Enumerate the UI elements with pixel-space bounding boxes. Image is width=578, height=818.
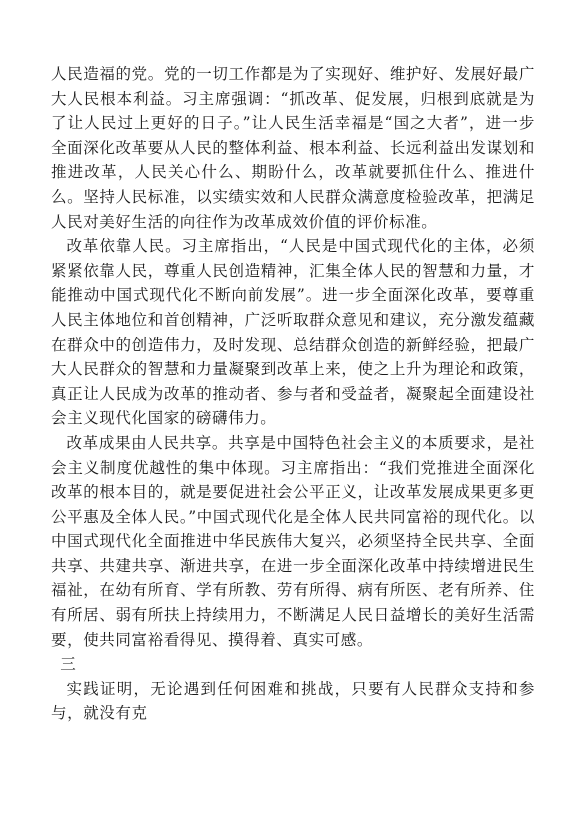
article-body: [51, 62, 535, 726]
paragraph-reform-results-shared: 改革成果由人民共享。共享是中国特色社会主义的本质要求，是社会主义制度优越性的集中体现。习主席指出：“我们党推进全面深化改革的根本目的，就是要促进社会公平正义，让改革发展成果更多更公平惠及全体人民。”中国式现代化是全体人民共同富裕的现代化。以中国式现代化全面推进中华民族伟大复兴，必须坚持全民共享、全面共享、共建共享、渐进共享，在进一步全面深化改革中持续增进民生福祉，在幼有所育、学有所教、劳有所得、病有所医、老有所养、住有所居、弱有所扶上持续用力，不断满足人民日益增长的美好生活需要，使共同富裕看得见、摸得着、真实可感。: [51, 433, 535, 649]
paragraph-practice-proves: 实践证明，无论遇到任何困难和挑战，只要有人民群众支持和参与，就没有克: [51, 679, 535, 723]
section-number: 三: [60, 655, 77, 674]
paragraph-continuation: 人民造福的党。党的一切工作都是为了实现好、维护好、发展好最广大人民根本利益。习主席强调：“抓改革、促发展，归根到底就是为了让人民过上更好的日子。”让人民生活幸福是“国之大者”，进一步全面深化改革要从人民的整体利益、根本利益、长远利益出发谋划和推进改革，人民关心什么、期盼什么，改革就要抓住什么、推进什么。坚持人民标准，以实绩实效和人民群众满意度检验改革，把满足人民对美好生活的向往作为改革成效价值的评价标准。: [51, 65, 535, 231]
paragraph-reform-relies-on-people: 改革依靠人民。习主席指出，“人民是中国式现代化的主体，必须紧紧依靠人民，尊重人民创造精神，汇集全体人民的智慧和力量，才能推动中国式现代化不断向前发展”。进一步全面深化改革，要尊重人民主体地位和首创精神，广泛听取群众意见和建议，充分激发蕴藏在群众中的创造伟力，及时发现、总结群众创造的新鲜经验，把最广大人民群众的智慧和力量凝聚到改革上来，使之上升为理论和政策，真正让人民成为改革的推动者、参与者和受益者，凝聚起全面建设社会主义现代化国家的磅礴伟力。: [51, 237, 535, 428]
